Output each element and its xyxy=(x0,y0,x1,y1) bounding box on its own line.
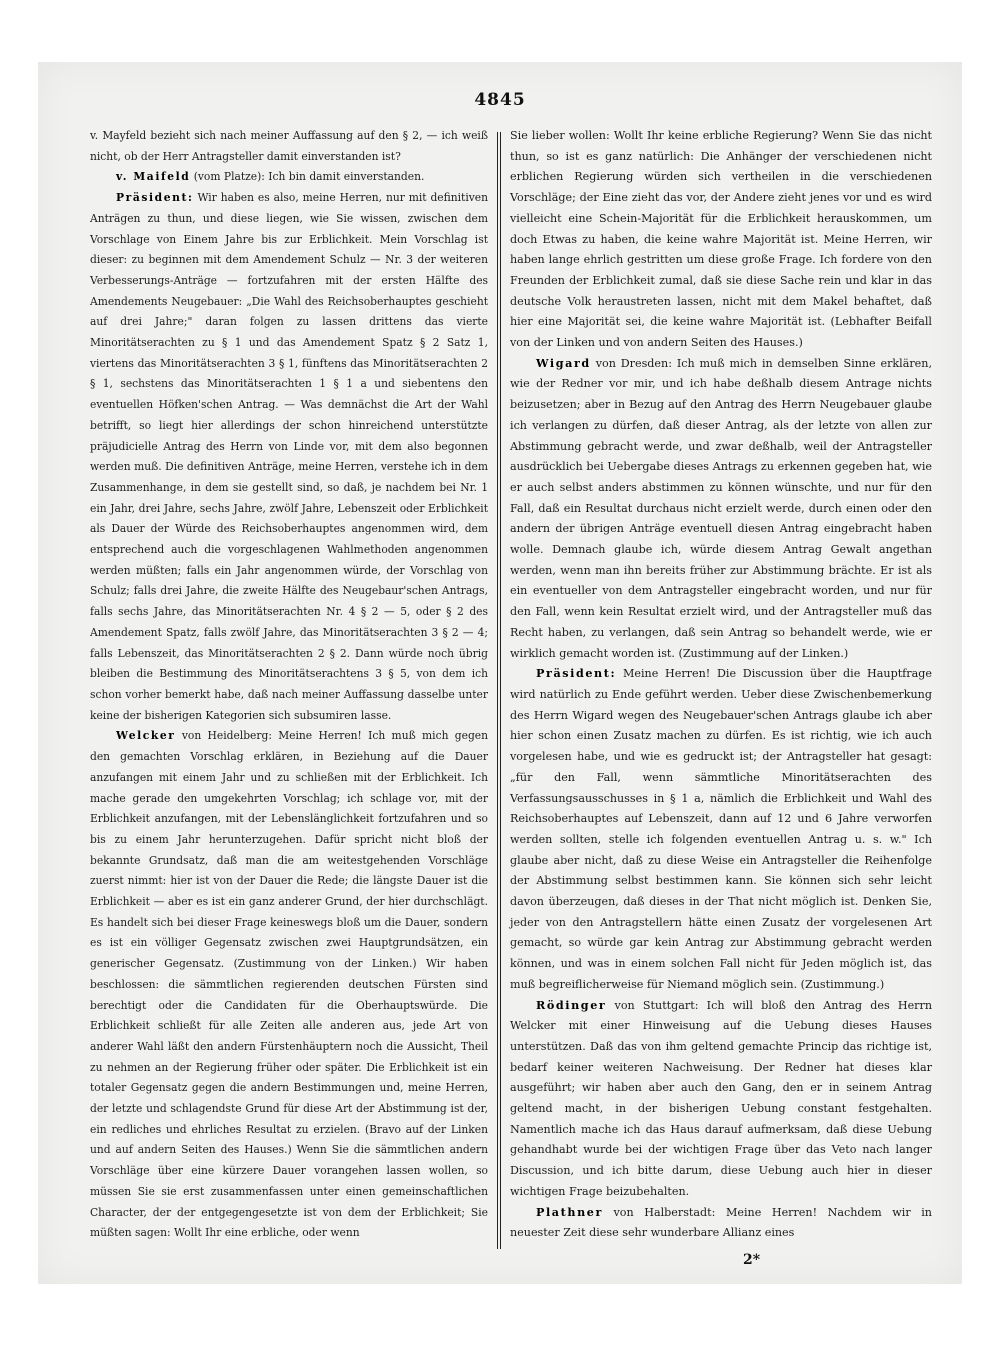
paragraph xyxy=(510,126,932,354)
speaker-name: Welcker xyxy=(116,729,176,743)
speaker-name: v. Maifeld xyxy=(116,170,191,184)
paragraph xyxy=(510,664,932,995)
paragraph-text: von Halberstadt: Meine Herren! Nachdem wir in neuester Zeit diese sehr wunderbare Allianz eines xyxy=(510,1205,932,1240)
speaker-name: Rödinger xyxy=(536,998,607,1012)
paragraph xyxy=(90,188,488,726)
right-column xyxy=(510,126,932,1244)
paragraph xyxy=(510,1203,932,1244)
paragraph-text: Sie lieber wollen: Wollt Ihr keine erbliche Regierung? Wenn Sie das nicht thun, so ist es ganz natürlich: Die Anhänger der verschiedenen nicht erblichen Regierung würden sich vertheilen in die verschiedenen Vorschläge; der Eine zieht das vor, der Andere zieht jenes vor und es wird vielleicht eine Schein-Majorität für die Erblichkeit herauskommen, um doch Etwas zu haben, die keine wahre Majorität ist. Meine Herren, wir haben lange ehrlich gestritten um diese große Frage. Ich fordere von den Freunden der Erblichkeit zumal, daß sie diese Sache rein und klar in das deutsche Volk heraustreten lassen, nicht mit dem Makel behaftet, daß hier eine Majorität sei, die keine wahre Majorität ist. (Lebhafter Beifall von der Linken und von andern Seiten des Hauses.) xyxy=(510,129,932,350)
paragraph-text: von Heidelberg: Meine Herren! Ich muß mich gegen den gemachten Vorschlag erklären, in Beziehung auf die Dauer anzufangen mit einem Jahr und zu schließen mit der Erblichkeit. Ich mache gerade den umgekehrten Vorschlag; ich schlage vor, mit der Erblichkeit anzufangen, mit der Lebenslänglichkeit fortzufahren und so bis zu einem Jahr herunterzugehen. Dafür spricht nicht bloß der bekannte Grundsatz, daß man die am weitestgehenden Vorschläge zuerst nimmt: hier ist von der Dauer die Rede; die längste Dauer ist die Erblichkeit — aber es ist ein ganz anderer Grund, der hier durchschlägt. Es handelt sich bei dieser Frage keineswegs bloß um die Dauer, sondern es ist ein völliger Gegensatz zwischen zwei Hauptgrundsätzen, ein generischer Gegensatz. (Zustimmung von der Linken.) Wir haben beschlossen: die sämmtlichen regierenden deutschen Fürsten sind berechtigt oder die Candidaten für die Oberhauptswürde. Die Erblichkeit schließt für alle Zeiten alle anderen aus, jede Art von anderer Wahl läßt den andern Fürstenhäuptern noch die Aussicht, Theil zu nehmen an der Regierung früher oder später. Die Erblichkeit ist ein totaler Gegensatz gegen die andern Bestimmungen und, meine Herren, der letzte und schlagendste Grund für diese Art der Abstimmung ist der, ein redliches und ehrliches Resultat zu erzielen. (Bravo auf der Linken und auf andern Seiten des Hauses.) Wenn Sie die sämmtlichen andern Vorschläge über eine kürzere Dauer vorangehen lassen wollen, so müssen Sie sie erst zusammenfassen unter einen gemeinschaftlichen Character, der der entgegengesetzte ist von dem der Erblichkeit; Sie müßten sagen: Wollt Ihr eine erbliche, oder wenn xyxy=(90,729,488,1240)
column-divider xyxy=(497,132,501,1249)
paragraph xyxy=(510,996,932,1203)
speaker-name: Präsident: xyxy=(536,667,617,681)
paragraph xyxy=(90,726,488,1244)
paragraph-text: Meine Herren! Die Discussion über die Hauptfrage wird natürlich zu Ende geführt werden. Ueber diese Zwischenbemerkung des Herrn Wigard wegen des Neugebauer'schen Antrags glaube ich aber hier schon einen Zusatz machen zu dürfen. Es ist richtig, wie ich auch vorgelesen habe, und wie es gedruckt ist; der Antragsteller hat gesagt: „für den Fall, wenn sämmtliche Minoritätserachten des Verfassungsausschusses in § 1 a, nämlich die Erblichkeit und Wahl des Reichsoberhauptes auf Lebenszeit, dann auf 12 und 6 Jahre verworfen werden sollten, stelle ich folgenden eventuellen Antrag u. s. w." Ich glaube aber nicht, daß zu diese Weise ein Antragsteller die Reihenfolge der Abstimmung selbst bestimmen kann. Sie können sich sehr leicht davon überzeugen, daß dieses in der That nicht möglich ist. Denken Sie, jeder von den Antragstellern hätte einen Zusatz der vorgelesenen Art gemacht, so würde gar kein Antrag zur Abstimmung gebracht werden können, und was in einem solchen Fall nicht für Jeden möglich ist, das muß begreiflicherweise für Niemand möglich sein. (Zustimmung.) xyxy=(510,667,932,991)
paragraph xyxy=(510,354,932,665)
paragraph-text: Wir haben es also, meine Herren, nur mit definitiven Anträgen zu thun, und diese liegen, wie Sie wissen, zwischen dem Vorschlage von Einem Jahre bis zur Erblichkeit. Mein Vorschlag ist dieser: zu beginnen mit dem Amendement Schulz — Nr. 3 der weiteren Verbesserungs-Anträge — fortzufahren mit der ersten Hälfte des Amendements Neugebauer: „Die Wahl des Reichsoberhauptes geschieht auf drei Jahre;" daran folgen zu lassen drittens das vierte Minoritätserachten zu § 1 und das Amendement Spatz § 2 Satz 1, viertens das Minoritätserachten 3 § 1, fünftens das Minoritätserachten 2 § 1, sechstens das Minoritätserachten 1 § 1 a und siebentens den eventuellen Höfken'schen Antrag. — Was demnächst die Art der Wahl betrifft, so liegt hier allerdings der schon hinreichend unterstützte präjudicielle Antrag des Herrn von Linde vor, mit dem also begonnen werden muß. Die definitiven Anträge, meine Herren, verstehe ich in dem Zusammenhange, in dem sie gestellt sind, so daß, je nachdem bei Nr. 1 ein Jahr, drei Jahre, sechs Jahre, zwölf Jahre, Lebenszeit oder Erblichkeit als Dauer der Würde des Reichsoberhauptes angenommen wird, dem entsprechend auch die vorgeschlagenen Wahlmethoden angenommen werden müßten; falls ein Jahr angenommen würde, der Vorschlag von Schulz; falls drei Jahre, die zweite Hälfte des Neugebaur'schen Antrags, falls sechs Jahre, das Minoritätserachten Nr. 4 § 2 — 5, oder § 2 des Amendement Spatz, falls zwölf Jahre, das Minoritätserachten 3 § 2 — 4; falls Lebenszeit, das Minoritätserachten 2 § 2. Dann würde noch übrig bleiben die Bestimmung des Minoritätserachtens 3 § 5, von dem ich schon vorher bemerkt habe, daß nach meiner Auffassung dasselbe unter keine der bisherigen Kategorien sich subsumiren lasse. xyxy=(90,191,488,722)
speaker-name: Plathner xyxy=(536,1205,603,1219)
left-column xyxy=(90,126,488,1244)
paragraph-text: von Dresden: Ich muß mich in demselben Sinne erklären, wie der Redner vor mir, und ich habe deßhalb diesem Antrage nichts beizusetzen; aber in Bezug auf den Antrag des Herrn Neugebauer glaube ich verlangen zu dürfen, daß dieser Antrag, als der letzte von allen zur Abstimmung gebracht werde, und zwar deßhalb, weil der Antragsteller ausdrücklich bei Uebergabe dieses Antrags zu erkennen gegeben hat, wie er auch selbst anders abstimmen zu können wünschte, und nur für den Fall, daß ein Resultat durchaus nicht erzielt werde, durch einen oder den andern der übrigen Anträge eventuell diesen Antrag eingebracht haben wolle. Demnach glaube ich, würde diesem Antrag Gewalt angethan werden, wenn man ihn bereits früher zur Abstimmung brächte. Er ist als ein eventueller von dem Antragsteller eingebracht worden, und nur für den Fall, wenn kein Resultat erzielt wird, und der Antragsteller muß das Recht haben, zu verlangen, daß sein Antrag so behandelt werde, wie er wirklich gemacht worden ist. (Zustimmung auf der Linken.) xyxy=(510,356,932,660)
paragraph-text: von Stuttgart: Ich will bloß den Antrag des Herrn Welcker mit einer Hinweisung auf die Uebung dieses Hauses unterstützen. Daß das von ihm geltend gemachte Princip das richtige ist, bedarf keiner weiteren Nachweisung. Der Redner hat dieses klar ausgeführt; wir haben aber auch den Gang, den er in seinem Antrag geltend macht, in der bisherigen Uebung constant festgehalten. Namentlich mache ich das Haus darauf aufmerksam, daß diese Uebung gehandhabt wurde bei der wichtigen Frage über das Veto nach langer Discussion, und ich bitte darum, diese Uebung auch hier in dieser wichtigen Frage beizubehalten. xyxy=(510,998,932,1198)
speaker-name: Präsident: xyxy=(116,191,194,205)
sheet-signature: 2* xyxy=(743,1252,761,1268)
speaker-name: Wigard xyxy=(536,356,591,370)
paragraph-text: v. Mayfeld bezieht sich nach meiner Auffassung auf den § 2, — ich weiß nicht, ob der Herr Antragsteller damit einverstanden ist? xyxy=(90,129,488,163)
paragraph-text: (vom Platze): Ich bin damit einverstanden. xyxy=(190,170,425,184)
paragraph xyxy=(90,167,488,188)
paragraph xyxy=(90,126,488,167)
page-number: 4845 xyxy=(474,90,526,110)
